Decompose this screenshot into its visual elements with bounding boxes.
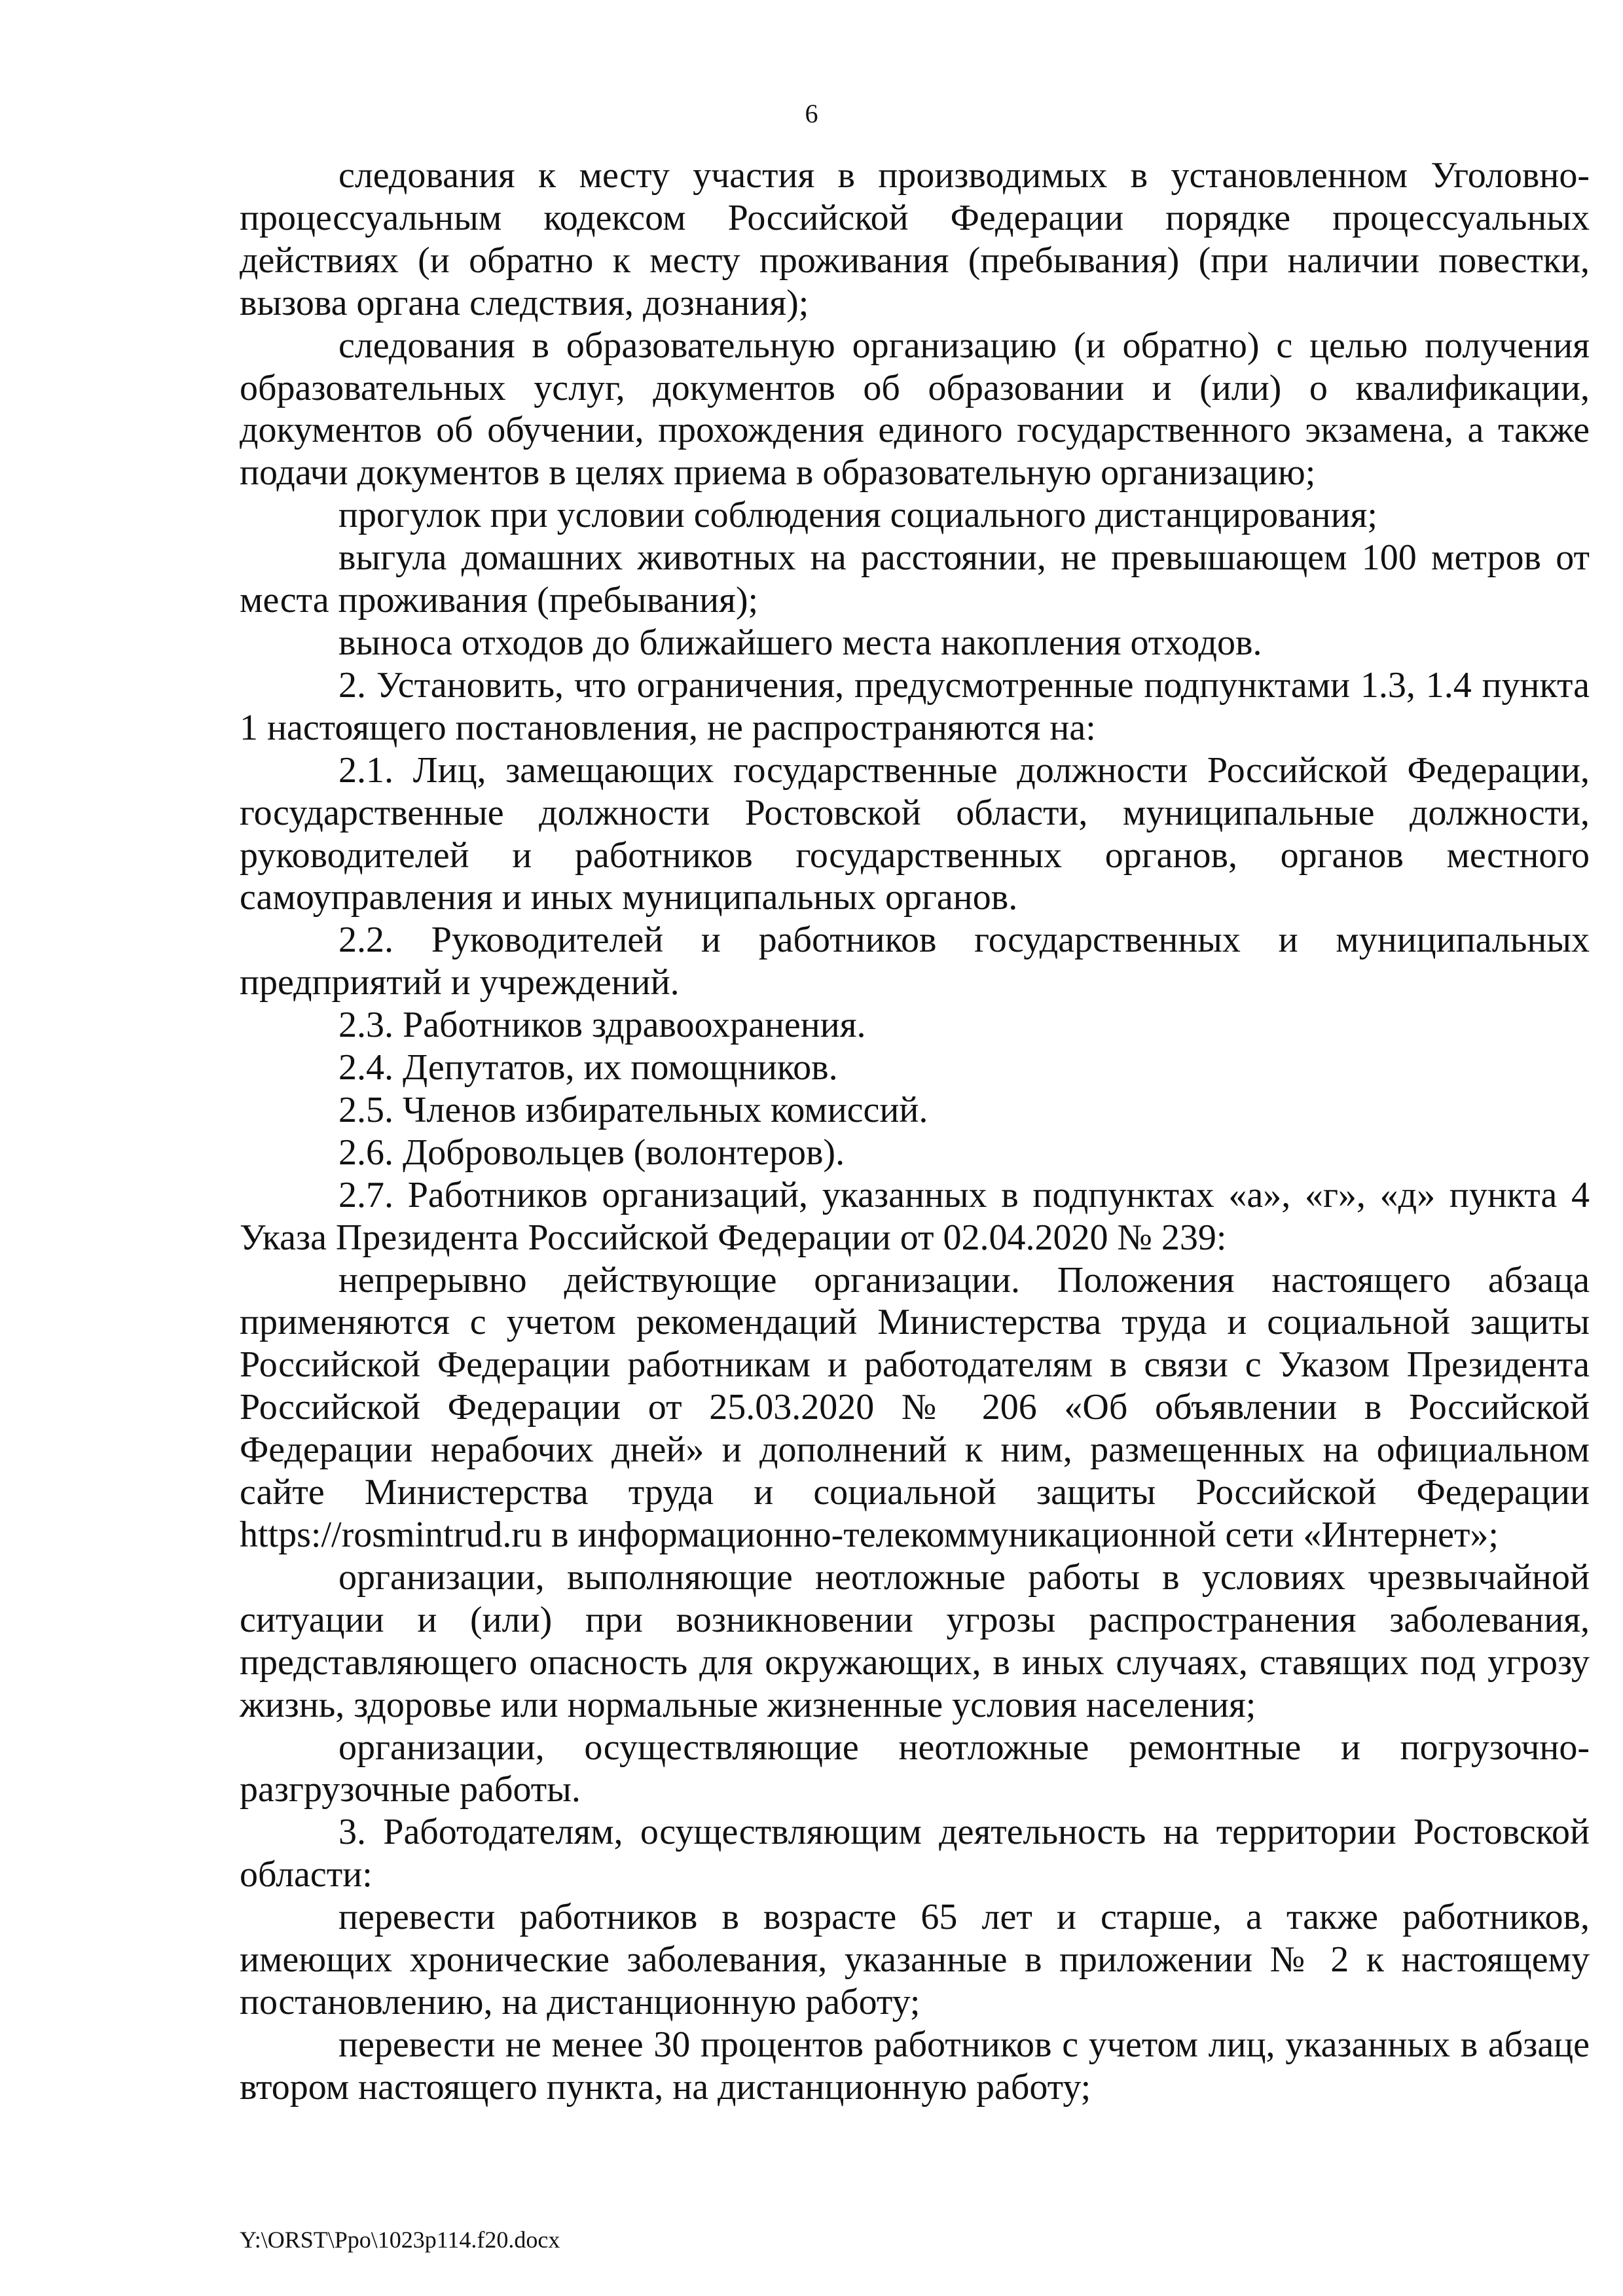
paragraph-item-2-4: 2.4. Депутатов, их помощников.	[338, 1047, 838, 1088]
paragraph-waste-disposal: выноса отходов до ближайшего места накопления отходов.	[338, 622, 1262, 663]
paragraph-repair-organizations: организации, осуществляющие неотложные ремонтные и погрузочно-разгрузочные работы.	[240, 1727, 1590, 1810]
page-number: 6	[805, 99, 818, 128]
footer-file-path: Y:\ORST\Ppo\1023p114.f20.docx	[240, 2227, 560, 2253]
paragraph-item-2-3: 2.3. Работников здравоохранения.	[338, 1005, 866, 1046]
paragraph-item-3: 3. Работодателям, осуществляющим деятельность на территории Ростовской области:	[240, 1812, 1590, 1895]
paragraph-remote-65-plus: перевести работников в возрасте 65 лет и старше, а также работников, имеющих хронические заболевания, указанные в приложении № 2 к настоящему постановлению, на дистанционную работу;	[240, 1897, 1590, 2022]
paragraph-item-2-7: 2.7. Работников организаций, указанных в подпунктах «а», «г», «д» пункта 4 Указа Президента Российской Федерации от 02.04.2020 № 239:	[240, 1174, 1590, 1258]
paragraph-item-2-1: 2.1. Лиц, замещающих государственные должности Российской Федерации, государственные должности Ростовской области, муниципальные должности, руководителей и работников государственных органов, органов местного самоуправления и иных муниципальных органов.	[240, 749, 1590, 918]
paragraph-item-2-6: 2.6. Добровольцев (волонтеров).	[338, 1132, 845, 1173]
paragraph-emergency-organizations: организации, выполняющие неотложные работы в условиях чрезвычайной ситуации и (или) при возникновении угрозы распространения заболевания, представляющего опасность для окружающих, в иных случаях, ставящих под угрозу жизнь, здоровье или нормальные жизненные условия населения;	[240, 1556, 1590, 1725]
paragraph-remote-30-percent: перевести не менее 30 процентов работников с учетом лиц, указанных в абзаце втором настоящего пункта, на дистанционную работу;	[240, 2024, 1590, 2108]
paragraph-travel-education: следования в образовательную организацию (и обратно) с целью получения образовательных услуг, документов об образовании и (или) о квалификации, документов об обучении, прохождения единого государственного экзамена, а также подачи документов в целях приема в образовательную организацию;	[240, 325, 1590, 493]
paragraph-item-2-2: 2.2. Руководителей и работников государственных и муниципальных предприятий и учреждений.	[240, 920, 1590, 1003]
document-body	[240, 154, 1590, 2109]
paragraph-item-2-5: 2.5. Членов избирательных комиссий.	[338, 1089, 928, 1130]
paragraph-continuous-organizations: непрерывно действующие организации. Положения настоящего абзаца применяются с учетом рекомендаций Министерства труда и социальной защиты Российской Федерации работникам и работодателям в связи с Указом Президента Российской Федерации от 25.03.2020 № 206 «Об объявлении в Российской Федерации нерабочих дней» и дополнений к ним, размещенных на официальном сайте Министерства труда и социальной защиты Российской Федерации https://rosmintrud.ru в информационно-телекоммуникационной сети «Интернет»;	[240, 1259, 1590, 1555]
paragraph-walks: прогулок при условии соблюдения социального дистанцирования;	[338, 495, 1377, 536]
paragraph-travel-procedural: следования к месту участия в производимых в установленном Уголовно-процессуальным кодексом Российской Федерации порядке процессуальных действиях (и обратно к месту проживания (пребывания) (при наличии повестки, вызова органа следствия, дознания);	[240, 155, 1590, 323]
paragraph-pet-walking: выгула домашних животных на расстоянии, не превышающем 100 метров от места проживания (пребывания);	[240, 537, 1590, 621]
paragraph-item-2: 2. Установить, что ограничения, предусмотренные подпунктами 1.3, 1.4 пункта 1 настоящего постановления, не распространяются на:	[240, 664, 1590, 748]
